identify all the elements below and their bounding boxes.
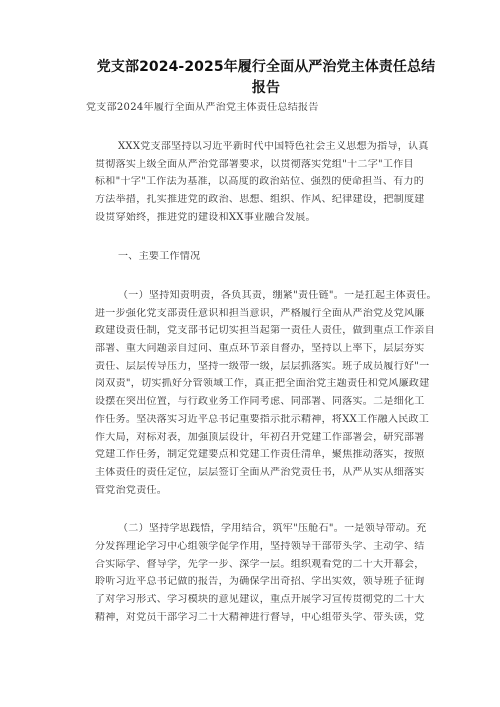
paragraph-line: 党建工作任务，制定党建要点和党建工作责任清单，聚焦推动落实，按照 xyxy=(95,449,425,460)
paragraph-line: （二）坚持学思践悟，学用结合，筑牢"压舱石"。一是领导带动。充 xyxy=(118,523,427,534)
paragraph-line: 进一步强化党支部责任意识和担当意识，严格履行全面从严治党及党风廉 xyxy=(95,308,425,319)
paragraph-line: 岗双责"，切实抓好分管领域工作，真正把全面治党主题责任和党风廉政建 xyxy=(95,378,430,389)
document-title: 党支部2024-2025年履行全面从严治党主体责任总结报告 xyxy=(96,59,436,96)
paragraph-line: 聆听习近平总书记做的报告，为确保学出奇招、学出实效，领导班子征询 xyxy=(95,576,425,587)
paragraph-line: 合实际学、督导学，先学一步、深学一层。组织观看党的二十大开幕会， xyxy=(95,559,425,570)
intro-line: 设贯穿始终，推进党的建设和XX事业融合发展。 xyxy=(95,212,316,223)
paragraph-line: 作大局，对标对表，加强顶层设计，年初召开党建工作部署会，研究部署 xyxy=(95,432,425,443)
section-heading: 一、主要工作情况 xyxy=(118,251,201,262)
intro-line: 贯彻落实上级全面从严治党部署要求，以贯彻落实党组"十二字"工作目 xyxy=(95,159,414,170)
intro-line: XXX党支部坚持以习近平新时代中国特色社会主义思想为指导，认真 xyxy=(118,141,429,152)
paragraph-line: 精神，对党员干部学习二十大精神进行督导，中心组带头学、带头读，党 xyxy=(95,612,425,623)
paragraph-line: 了对学习形式、学习模块的意见建议，重点开展学习宣传贯彻党的二十大 xyxy=(95,594,425,605)
paragraph-line: 作任务。坚决落实习近平总书记重要指示批示精神，将XX工作融入民政工 xyxy=(95,414,430,425)
paragraph-line: 分发挥理论学习中心组领学促学作用，坚持领导干部带头学、主动学、结 xyxy=(95,541,425,552)
paragraph-line: 主体责任的责任定位，层层签订全面从严治党责任书，从严从实从细落实 xyxy=(95,467,425,478)
paragraph-line: 部署、重大问题亲自过问、重点环节亲自督办，坚持以上率下，层层夯实 xyxy=(95,343,425,354)
paragraph-line: （一）坚持知责明责，各负其责，绷紧"责任链"。一是扛起主体责任。 xyxy=(118,290,437,301)
paragraph-line: 管党治党责任。 xyxy=(95,485,168,496)
paragraph-line: 政建设责任制，党支部书记切实担当起第一责任人责任，做到重点工作亲自 xyxy=(95,325,435,336)
paragraph-line: 设摆在突出位置，与行政业务工作同考虑、同部署、同落实。二是细化工 xyxy=(95,396,425,407)
intro-line: 标和"十字"工作法为基准，以高度的政治站位、强烈的使命担当、有力的 xyxy=(95,176,425,187)
paragraph-line: 责任、层层传导压力，坚持一级带一级，层层抓落实。班子成员履行好"一 xyxy=(95,361,430,372)
intro-line: 方法举措，扎实推进党的政治、思想、组织、作风、纪律建设，把制度建 xyxy=(95,194,425,205)
document-subtitle: 党支部2024年履行全面从严治党主体责任总结报告 xyxy=(86,102,319,113)
